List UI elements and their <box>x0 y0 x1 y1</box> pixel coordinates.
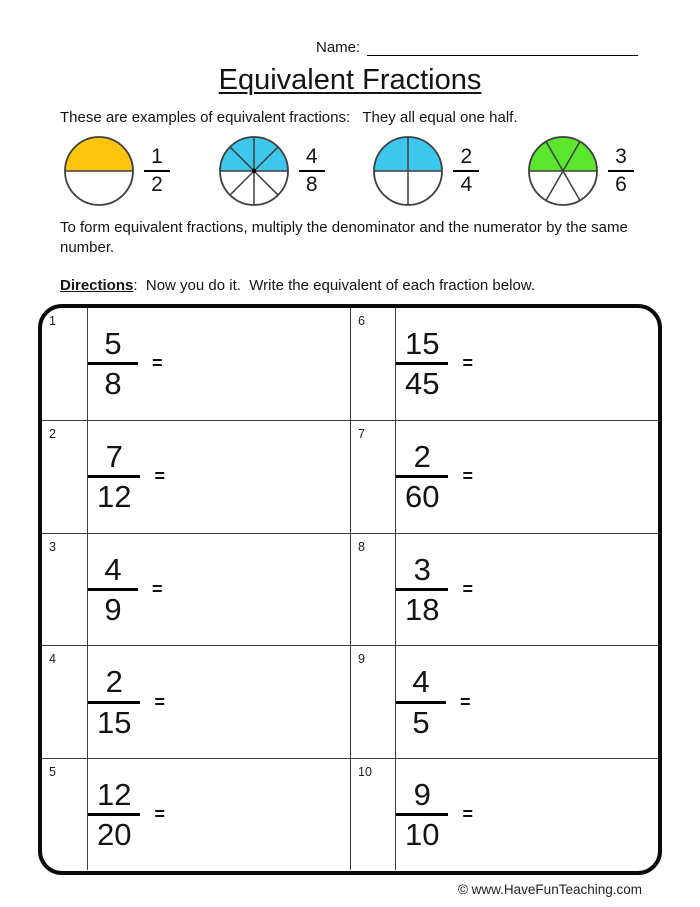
answer-space[interactable] <box>165 759 350 871</box>
fraction-denominator: 6 <box>615 173 627 197</box>
answer-space[interactable] <box>165 646 350 758</box>
page-title: Equivalent Fractions <box>218 64 482 96</box>
fraction-bar <box>88 475 140 478</box>
equals-sign: = <box>154 466 165 487</box>
problem-fraction <box>396 439 448 515</box>
problem-cell <box>395 420 658 533</box>
fraction-bar <box>88 362 138 365</box>
problem-cell <box>87 645 350 758</box>
answer-space[interactable] <box>165 421 350 533</box>
problem-number: 7 <box>350 420 395 533</box>
fraction-bar <box>396 475 448 478</box>
problem-number: 10 <box>350 758 395 871</box>
problem-fraction <box>396 777 448 853</box>
fraction-numerator: 1 <box>151 144 163 168</box>
fraction-denominator: 8 <box>104 366 122 402</box>
fraction-bar <box>299 170 325 173</box>
example-two-fourths <box>371 134 479 208</box>
problem-number: 5 <box>42 758 87 871</box>
fraction-denominator: 15 <box>97 704 132 740</box>
problems-table <box>38 304 662 875</box>
equals-sign: = <box>462 466 473 487</box>
fraction-bar <box>88 588 138 591</box>
equals-sign: = <box>460 691 471 712</box>
fraction-bar <box>88 813 140 816</box>
pie-chart-eighths-icon <box>217 134 291 208</box>
fraction-numerator: 2 <box>413 438 431 474</box>
fraction-numerator: 12 <box>97 776 132 812</box>
problem-fraction <box>88 777 140 853</box>
fraction-denominator: 4 <box>460 173 473 197</box>
example-three-sixths <box>526 134 634 208</box>
equals-sign: = <box>154 804 165 825</box>
problem-cell <box>395 308 658 421</box>
equals-sign: = <box>152 353 163 374</box>
directions-line <box>60 277 660 294</box>
pie-chart-half-icon <box>62 134 136 208</box>
problem-cell <box>87 533 350 646</box>
equals-sign: = <box>152 578 163 599</box>
problem-fraction <box>88 326 138 402</box>
fraction-bar <box>608 170 634 173</box>
fraction-bar <box>144 170 170 173</box>
fraction-denominator: 5 <box>412 704 430 740</box>
equals-sign: = <box>154 691 165 712</box>
fraction-bar <box>396 701 446 704</box>
problem-fraction <box>88 552 138 628</box>
problem-cell <box>87 758 350 871</box>
problem-cell <box>87 420 350 533</box>
equals-sign: = <box>462 578 473 599</box>
problem-fraction <box>396 664 446 740</box>
fraction-numerator: 3 <box>615 144 627 168</box>
examples-row <box>62 131 634 211</box>
example-fraction <box>144 145 170 198</box>
example-fraction <box>608 145 634 198</box>
fraction-denominator: 20 <box>97 817 132 853</box>
answer-space[interactable] <box>163 308 350 421</box>
name-row <box>316 36 638 56</box>
answer-space[interactable] <box>471 646 658 758</box>
directions-text: : Now you do it. Write the equivalent of each fraction below. <box>133 276 535 294</box>
fraction-denominator: 10 <box>405 817 440 853</box>
intro-text: These are examples of equivalent fractions: They all equal one half. <box>60 109 518 126</box>
problem-number: 2 <box>42 420 87 533</box>
fraction-denominator: 45 <box>405 366 440 402</box>
example-fraction <box>453 145 479 198</box>
example-fraction <box>299 145 325 198</box>
pie-chart-sixths-icon <box>526 134 600 208</box>
fraction-numerator: 15 <box>405 325 440 361</box>
problem-cell <box>395 533 658 646</box>
problem-number: 3 <box>42 533 87 646</box>
fraction-numerator: 2 <box>105 664 123 700</box>
problem-fraction <box>88 664 140 740</box>
fraction-denominator: 9 <box>104 591 122 627</box>
answer-space[interactable] <box>163 534 350 646</box>
fraction-numerator: 5 <box>104 325 122 361</box>
directions-label: Directions <box>60 276 134 294</box>
fraction-numerator: 4 <box>412 664 430 700</box>
fraction-bar <box>396 813 448 816</box>
problem-fraction <box>396 552 448 628</box>
problem-fraction <box>396 326 448 402</box>
problem-number: 1 <box>49 313 56 328</box>
example-four-eighths <box>217 134 325 208</box>
fraction-denominator: 12 <box>97 479 132 515</box>
fraction-numerator: 4 <box>305 144 318 168</box>
fraction-bar <box>88 701 140 704</box>
pie-chart-quarters-icon <box>371 134 445 208</box>
problem-cell <box>395 645 658 758</box>
problem-number: 4 <box>42 645 87 758</box>
fraction-numerator: 3 <box>413 551 431 587</box>
problem-cell <box>87 308 350 421</box>
fraction-denominator: 8 <box>305 173 318 197</box>
name-blank-line[interactable] <box>367 38 638 56</box>
equals-sign: = <box>462 804 473 825</box>
example-one-half <box>62 134 170 208</box>
fraction-denominator: 60 <box>405 479 440 515</box>
fraction-numerator: 4 <box>104 551 122 587</box>
answer-space[interactable] <box>473 308 658 421</box>
fraction-bar <box>453 170 479 173</box>
problem-fraction <box>88 439 140 515</box>
fraction-denominator: 2 <box>151 173 163 197</box>
answer-space[interactable] <box>473 534 658 646</box>
answer-space[interactable] <box>473 421 658 533</box>
fraction-numerator: 2 <box>460 144 473 168</box>
fraction-bar <box>396 362 448 365</box>
name-label: Name: <box>316 39 361 56</box>
fraction-denominator: 18 <box>405 591 440 627</box>
explanation-text: To form equivalent fractions, multiply the denominator and the numerator by the same number. <box>60 219 628 257</box>
equals-sign: = <box>462 353 473 374</box>
problem-number: 9 <box>350 645 395 758</box>
answer-space[interactable] <box>473 759 658 871</box>
copyright-footer: © www.HaveFunTeaching.com <box>457 881 642 897</box>
problem-number: 6 <box>350 308 395 421</box>
problem-cell <box>395 758 658 871</box>
problem-number: 8 <box>350 533 395 646</box>
fraction-numerator: 7 <box>105 438 123 474</box>
fraction-numerator: 9 <box>413 776 431 812</box>
fraction-bar <box>396 588 448 591</box>
